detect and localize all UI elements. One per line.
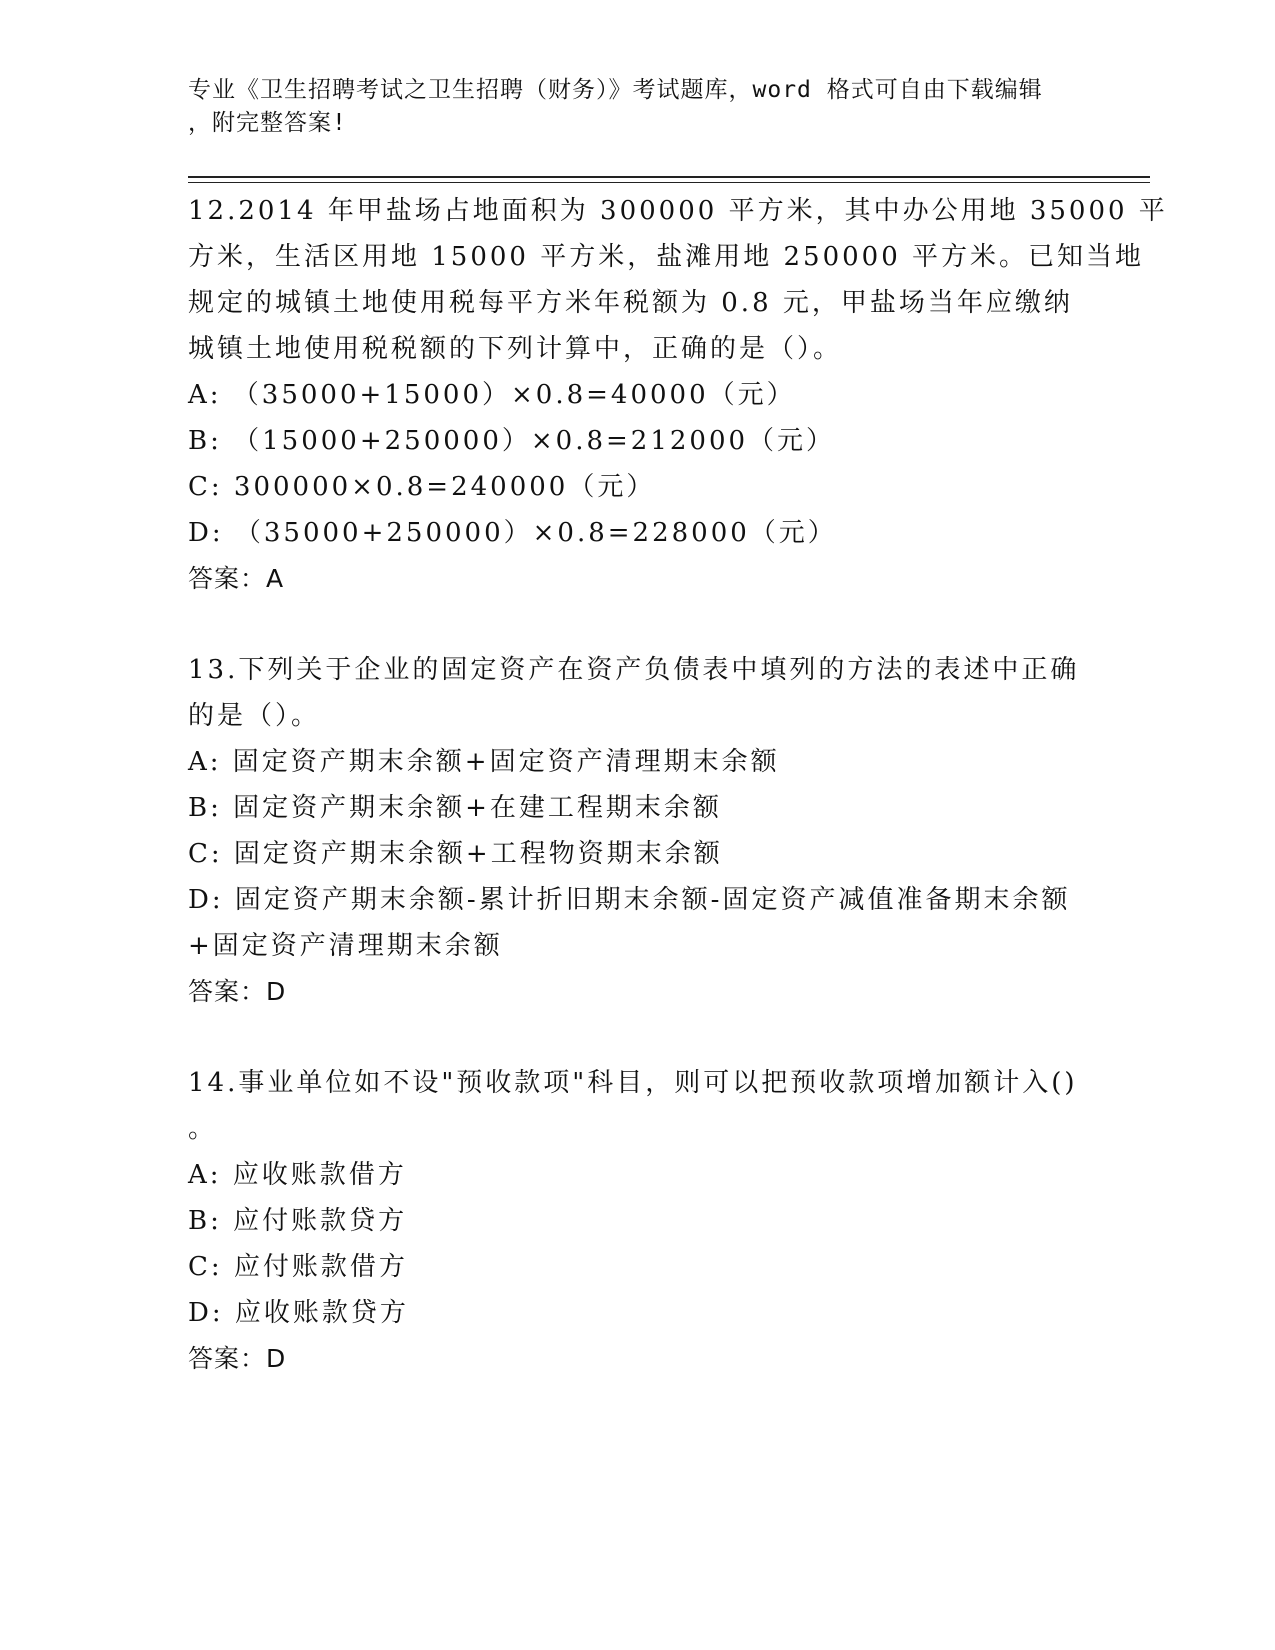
option-c: C: 300000×0.8=240000（元） bbox=[188, 472, 656, 502]
question-text-line: 12.2014 年甲盐场占地面积为 300000 平方米，其中办公用地 35000 平 bbox=[188, 196, 1168, 226]
option-a: A: （35000+15000）×0.8=40000（元） bbox=[188, 380, 796, 410]
answer-label: 答案：A bbox=[188, 564, 285, 593]
option-b: B: 应付账款贷方 bbox=[188, 1206, 408, 1236]
question-text-line: 方米，生活区用地 15000 平方米，盐滩用地 250000 平方米。已知当地 bbox=[188, 242, 1145, 272]
option-d-continued: +固定资产清理期末余额 bbox=[188, 931, 503, 961]
question-spacer bbox=[188, 602, 1068, 647]
option-d: D: （35000+250000）×0.8=228000（元） bbox=[188, 518, 837, 548]
option-d: D: 应收账款贷方 bbox=[188, 1298, 409, 1328]
question-text-line: 14.事业单位如不设"预收款项"科目，则可以把预收款项增加额计入() bbox=[188, 1068, 1078, 1098]
option-d: D: 固定资产期末余额-累计折旧期末余额-固定资产减值准备期末余额 bbox=[188, 885, 1071, 915]
option-a: A: 应收账款借方 bbox=[188, 1160, 407, 1190]
option-a: A: 固定资产期末余额+固定资产清理期末余额 bbox=[188, 747, 780, 777]
header-line-1: 专业《卫生招聘考试之卫生招聘（财务）》考试题库，word 格式可自由下载编辑 bbox=[188, 77, 1043, 103]
document-header bbox=[188, 74, 1068, 140]
option-c: C: 固定资产期末余额+工程物资期末余额 bbox=[188, 839, 723, 869]
question-text-line: 规定的城镇土地使用税每平方米年税额为 0.8 元，甲盐场当年应缴纳 bbox=[188, 288, 1073, 318]
question-text-line: 。 bbox=[188, 1114, 218, 1144]
option-b: B: 固定资产期末余额+在建工程期末余额 bbox=[188, 793, 722, 823]
answer-label: 答案：D bbox=[188, 1344, 287, 1373]
question-list bbox=[188, 188, 1168, 1382]
question-text-line: 的是（）。 bbox=[188, 701, 321, 731]
option-b: B: （15000+250000）×0.8=212000（元） bbox=[188, 426, 836, 456]
answer-label: 答案：D bbox=[188, 977, 287, 1006]
option-c: C: 应付账款借方 bbox=[188, 1252, 408, 1282]
question-text-line: 城镇土地使用税税额的下列计算中，正确的是（）。 bbox=[188, 334, 843, 364]
question-12 bbox=[188, 188, 1168, 602]
header-line-2: ，附完整答案! bbox=[188, 110, 347, 136]
header-divider-thin bbox=[188, 182, 1150, 183]
question-spacer bbox=[188, 1015, 1068, 1060]
header-divider-thick bbox=[188, 176, 1150, 178]
question-14 bbox=[188, 1060, 1078, 1382]
question-text-line: 13.下列关于企业的固定资产在资产负债表中填列的方法的表述中正确 bbox=[188, 655, 1080, 685]
question-13 bbox=[188, 647, 1080, 1015]
